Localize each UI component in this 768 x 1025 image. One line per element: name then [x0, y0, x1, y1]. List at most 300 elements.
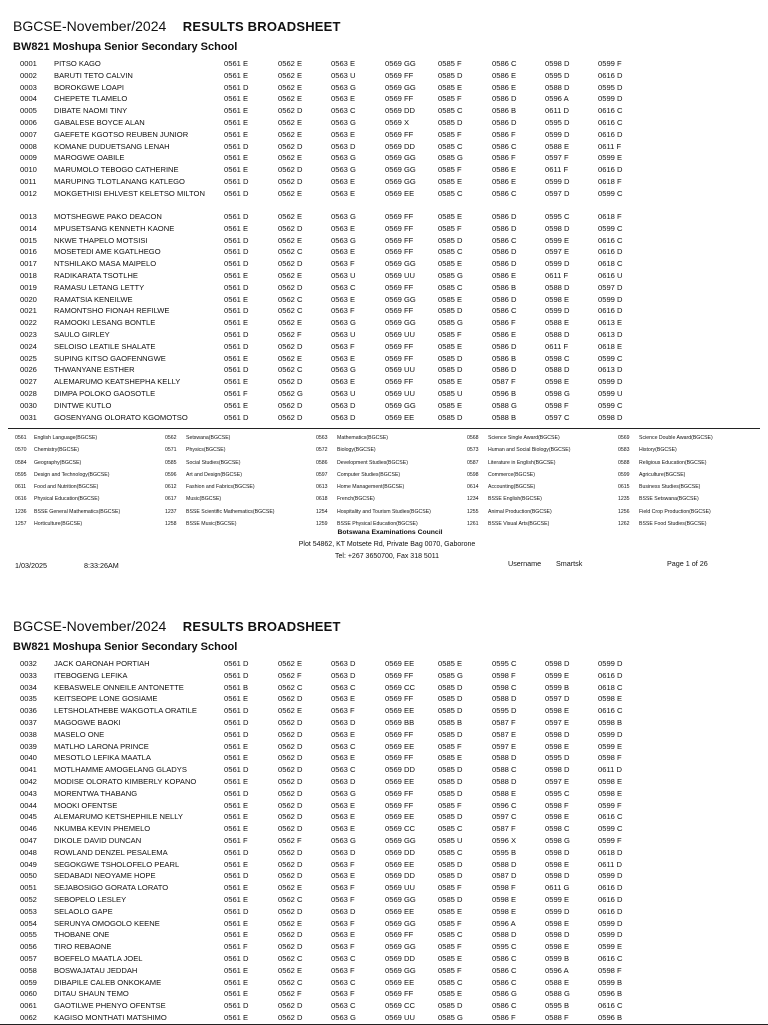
subject-grade: 0563 G — [331, 82, 356, 92]
subject-grade: 0569 CC — [385, 1001, 415, 1011]
subject-grade: 0599 F — [598, 59, 622, 68]
subject-code: 0613 — [316, 484, 328, 491]
subject-code: 0568 — [467, 435, 479, 441]
table-row — [0, 1000, 768, 1012]
subject-grade: 0569 DD — [385, 765, 415, 775]
candidate-number: 0032 — [20, 659, 37, 668]
subject-grade: 0562 E — [278, 353, 303, 363]
subject-grade: 0599 D — [545, 306, 570, 316]
candidate-name: DIKOLE DAVID DUNCAN — [54, 835, 142, 845]
table-row — [0, 658, 768, 670]
candidate-name: RAMOOKI LESANG BONTLE — [54, 318, 156, 328]
subject-grade: 0561 D — [224, 341, 249, 351]
candidate-number: 0054 — [20, 918, 37, 928]
candidate-name: BARUTI TETO CALVIN — [54, 70, 133, 80]
table-row — [0, 764, 768, 776]
subject-grade: 0588 D — [492, 776, 517, 786]
candidate-name: KOMANE DUDUETSANG LENAH — [54, 141, 170, 151]
subject-grade: 0598 G — [545, 388, 570, 398]
subject-grade: 0562 D — [278, 341, 303, 351]
subject-grade: 0616 U — [598, 270, 623, 280]
subject-grade: 0569 GG — [385, 176, 416, 186]
subject-grade: 0561 D — [224, 412, 249, 422]
candidate-number: 0026 — [20, 365, 37, 375]
subject-grade: 0598 C — [545, 353, 570, 363]
candidate-name: RADIKARATA TSOTLHE — [54, 270, 138, 280]
subject-grade: 0561 D — [224, 847, 249, 857]
subject-grade: 0563 E — [331, 824, 356, 834]
subject-grade: 0561 D — [224, 706, 249, 716]
candidate-name: NTSHILAKO MASA MAIPELO — [54, 259, 157, 269]
subject-grade: 0618 C — [598, 259, 623, 269]
candidate-number: 0061 — [20, 1001, 37, 1011]
subject-grade: 0598 C — [492, 682, 517, 692]
subject-grade: 0595 D — [545, 117, 570, 127]
candidate-name: ALEMARUMO KETSHEPHILE NELLY — [54, 812, 183, 822]
subject-grade: 0563 C — [331, 682, 356, 692]
subject-grade: 0562 E — [278, 965, 303, 975]
subject-grade: 0562 E — [278, 883, 303, 893]
table-row — [0, 305, 768, 317]
candidate-name: TIRO REBAONE — [54, 942, 112, 952]
subject-grade: 0563 G — [331, 211, 356, 221]
subject-code: 0584 — [15, 459, 27, 466]
subject-grade: 0616 D — [598, 306, 623, 316]
subject-grade: 0599 E — [545, 670, 570, 680]
subject-grade: 0561 E — [224, 859, 249, 869]
subject-grade: 0596 B — [598, 989, 623, 999]
subject-grade: 0563 U — [331, 388, 356, 398]
subject-code: 0561 — [15, 435, 27, 441]
subject-grade: 0561 E — [224, 918, 249, 928]
subject-grade: 0611 F — [545, 165, 569, 175]
table-row — [0, 388, 768, 400]
subject-code: 0573 — [467, 447, 479, 454]
subject-grade: 0561 E — [224, 965, 249, 975]
table-row — [0, 741, 768, 753]
candidate-number: 0053 — [20, 906, 37, 916]
subject-grade: 0561 F — [224, 942, 248, 952]
subject-grade: 0586 B — [492, 106, 517, 116]
candidate-number: 0003 — [20, 82, 37, 92]
subject-grade: 0561 D — [224, 188, 249, 198]
subject-grade: 0613 D — [598, 365, 623, 375]
subject-grade: 0563 F — [331, 341, 355, 351]
table-row — [0, 329, 768, 341]
subject-grade: 0586 C — [492, 306, 517, 316]
subject-grade: 0618 C — [598, 682, 623, 692]
subject-grade: 0563 F — [331, 883, 355, 893]
subject-grade: 0561 D — [224, 282, 249, 292]
subject-grade: 0586 E — [492, 165, 517, 175]
subject-grade: 0561 D — [224, 906, 249, 916]
subject-grade: 0563 E — [331, 694, 356, 704]
subject-name: Science Single Award(BGCSE) — [488, 435, 560, 441]
page-header — [13, 18, 341, 36]
subject-grade: 0569 FF — [385, 94, 414, 104]
subject-grade: 0569 FF — [385, 694, 414, 704]
table-row — [0, 977, 768, 989]
candidate-name: MOTLHAMME AMOGELANG GLADYS — [54, 765, 187, 775]
subject-grade: 0585 G — [438, 270, 463, 280]
subject-grade: 0569 EE — [385, 776, 415, 786]
footer-username: Smartsk — [556, 559, 583, 568]
subject-grade: 0569 FF — [385, 670, 414, 680]
subject-grade: 0588 D — [492, 859, 517, 869]
subject-grade: 0616 C — [598, 706, 623, 716]
subject-grade: 0599 C — [598, 400, 623, 410]
subject-grade: 0562 E — [278, 659, 303, 668]
subject-grade: 0585 E — [438, 259, 463, 269]
table-row — [0, 400, 768, 412]
subject-grade: 0563 E — [331, 247, 356, 257]
subject-grade: 0596 A — [545, 965, 569, 975]
table-row — [0, 823, 768, 835]
subject-name: Physics(BGCSE) — [186, 447, 226, 454]
subject-grade: 0585 D — [438, 1001, 463, 1011]
subject-grade: 0561 D — [224, 953, 249, 963]
subject-grade: 0588 G — [545, 989, 570, 999]
candidate-number: 0031 — [20, 412, 37, 422]
table-row — [0, 906, 768, 918]
subject-grade: 0599 E — [545, 235, 570, 245]
subject-grade: 0595 C — [545, 211, 570, 221]
subject-grade: 0569 DD — [385, 141, 415, 151]
subject-grade: 0569 FF — [385, 353, 414, 363]
subject-grade: 0585 E — [438, 989, 463, 999]
subject-grade: 0599 F — [598, 800, 622, 810]
candidate-number: 0019 — [20, 282, 37, 292]
subject-grade: 0562 D — [278, 282, 303, 292]
subject-grade: 0563 U — [331, 70, 356, 80]
legend-row — [0, 493, 768, 505]
subject-grade: 0588 D — [545, 329, 570, 339]
candidate-number: 0036 — [20, 706, 37, 716]
candidate-name: MASELO ONE — [54, 729, 105, 739]
subject-grade: 0562 D — [278, 906, 303, 916]
subject-grade: 0562 D — [278, 259, 303, 269]
subject-grade: 0595 D — [492, 706, 517, 716]
subject-grade: 0588 G — [492, 400, 517, 410]
subject-grade: 0561 D — [224, 765, 249, 775]
table-row — [0, 353, 768, 365]
subject-grade: 0569 UU — [385, 365, 415, 375]
subject-grade: 0616 C — [598, 953, 623, 963]
subject-grade: 0599 D — [598, 930, 623, 940]
candidate-number: 0027 — [20, 377, 37, 387]
candidate-name: MOOKI OFENTSE — [54, 800, 118, 810]
subject-grade: 0585 F — [438, 800, 462, 810]
subject-code: 0614 — [467, 484, 479, 491]
subject-name: Agriculture(BGCSE) — [639, 471, 686, 478]
subject-grade: 0599 D — [598, 729, 623, 739]
subject-code: 0611 — [15, 484, 27, 491]
subject-name: Physical Education(BGCSE) — [34, 496, 100, 503]
subject-grade: 0599 D — [545, 176, 570, 186]
candidate-number: 0059 — [20, 977, 37, 987]
subject-grade: 0563 E — [331, 729, 356, 739]
candidate-number: 0004 — [20, 94, 37, 104]
candidate-number: 0001 — [20, 59, 37, 68]
subject-code: 0617 — [165, 496, 177, 503]
subject-grade: 0563 G — [331, 318, 356, 328]
subject-grade: 0586 B — [492, 353, 517, 363]
subject-grade: 0562 E — [278, 318, 303, 328]
footer-address: Plot 54862, KT Motsete Rd, Private Bag 0070, Gaborone — [298, 541, 476, 548]
subject-grade: 0569 EE — [385, 188, 415, 198]
subject-grade: 0586 D — [492, 294, 517, 304]
subject-code: 0588 — [618, 459, 630, 466]
candidate-name: BOROKGWE LOAPI — [54, 82, 125, 92]
footer-date: 1/03/2025 — [15, 561, 47, 570]
subject-grade: 0562 D — [278, 729, 303, 739]
subject-grade: 0598 E — [598, 694, 623, 704]
subject-grade: 0561 D — [224, 729, 249, 739]
subject-grade: 0569 UU — [385, 1012, 415, 1022]
subject-grade: 0562 D — [278, 776, 303, 786]
table-row — [0, 918, 768, 930]
candidate-number: 0014 — [20, 223, 37, 233]
subject-grade: 0585 D — [438, 729, 463, 739]
legend-row — [0, 469, 768, 481]
subject-grade: 0561 D — [224, 670, 249, 680]
subject-grade: 0586 D — [492, 211, 517, 221]
subject-grade: 0599 E — [598, 153, 623, 163]
subject-name: Music(BGCSE) — [186, 496, 222, 503]
candidate-number: 0021 — [20, 306, 37, 316]
subject-grade: 0569 DD — [385, 871, 415, 881]
subject-name: Field Crop Production(BGCSE) — [639, 508, 711, 515]
subject-grade: 0562 E — [278, 235, 303, 245]
subject-grade: 0562 C — [278, 306, 303, 316]
subject-grade: 0569 FF — [385, 377, 414, 387]
report-title: RESULTS BROADSHEET — [182, 619, 341, 634]
candidate-name: DINTWE KUTLO — [54, 400, 112, 410]
subject-grade: 0561 D — [224, 82, 249, 92]
subject-grade: 0562 D — [278, 377, 303, 387]
subject-grade: 0561 E — [224, 800, 249, 810]
subject-grade: 0595 C — [492, 942, 517, 952]
subject-grade: 0585 D — [438, 365, 463, 375]
subject-grade: 0585 D — [438, 412, 463, 422]
candidate-number: 0051 — [20, 883, 37, 893]
candidate-name: BOEFELO MAATLA JOEL — [54, 953, 143, 963]
subject-name: Chemistry(BGCSE) — [34, 447, 79, 454]
table-row — [0, 58, 768, 70]
subject-grade: 0562 E — [278, 82, 303, 92]
table-row — [0, 705, 768, 717]
subject-grade: 0561 D — [224, 176, 249, 186]
subject-grade: 0569 DD — [385, 953, 415, 963]
table-row — [0, 965, 768, 977]
candidate-number: 0012 — [20, 188, 37, 198]
subject-grade: 0563 E — [331, 176, 356, 186]
table-row — [0, 929, 768, 941]
subject-grade: 0569 GG — [385, 894, 416, 904]
table-row — [0, 152, 768, 164]
subject-grade: 0562 D — [278, 223, 303, 233]
subject-name: Setswana(BGCSE) — [186, 435, 231, 441]
subject-grade: 0595 D — [545, 753, 570, 763]
subject-grade: 0586 C — [492, 188, 517, 198]
subject-grade: 0616 C — [598, 106, 623, 116]
candidate-name: MORENTWA THABANG — [54, 788, 138, 798]
subject-grade: 0616 D — [598, 165, 623, 175]
subject-grade: 0599 F — [598, 835, 622, 845]
candidate-name: ALEMARUMO KEATSHEPHA KELLY — [54, 377, 181, 387]
subject-grade: 0598 D — [545, 659, 570, 668]
subject-grade: 0562 E — [278, 94, 303, 104]
results-table — [0, 658, 768, 1024]
subject-code: 0569 — [618, 435, 630, 441]
subject-grade: 0588 D — [545, 365, 570, 375]
subject-grade: 0562 D — [278, 788, 303, 798]
subject-grade: 0561 D — [224, 717, 249, 727]
subject-name: Horticulture(BGCSE) — [34, 521, 83, 528]
subject-name: History(BGCSE) — [639, 447, 677, 454]
subject-grade: 0585 F — [438, 741, 462, 751]
subject-grade: 0569 EE — [385, 412, 415, 422]
legend-row — [0, 444, 768, 456]
subject-grade: 0562 E — [278, 211, 303, 221]
candidate-name: SELAOLO GAPE — [54, 906, 113, 916]
candidate-name: GAOTILWE PHENYO OFENTSE — [54, 1001, 166, 1011]
subject-grade: 0569 EE — [385, 859, 415, 869]
subject-grade: 0598 D — [545, 59, 570, 68]
subject-name: Fashion and Fabrics(BGCSE) — [186, 484, 255, 491]
subject-grade: 0561 D — [224, 365, 249, 375]
subject-grade: 0563 E — [331, 812, 356, 822]
subject-grade: 0585 D — [438, 235, 463, 245]
subject-code: 0612 — [165, 484, 177, 491]
subject-grade: 0599 E — [598, 942, 623, 952]
subject-grade: 0586 E — [492, 270, 517, 280]
subject-grade: 0585 B — [438, 717, 463, 727]
subject-grade: 0599 B — [545, 953, 570, 963]
subject-grade: 0569 FF — [385, 930, 414, 940]
table-row — [0, 682, 768, 694]
subject-grade: 0561 E — [224, 165, 249, 175]
candidate-number: 0034 — [20, 682, 37, 692]
subject-grade: 0596 B — [492, 388, 517, 398]
table-row — [0, 364, 768, 376]
subject-grade: 0561 E — [224, 989, 249, 999]
subject-grade: 0586 E — [492, 329, 517, 339]
subject-grade: 0586 F — [492, 318, 516, 328]
candidate-number: 0060 — [20, 989, 37, 999]
candidate-name: SUPING KITSO GAOFENNGWE — [54, 353, 166, 363]
subject-code: 1258 — [165, 521, 177, 528]
candidate-name: ITEBOGENG LEFIKA — [54, 670, 128, 680]
subject-grade: 0595 D — [598, 82, 623, 92]
subject-grade: 0569 EE — [385, 906, 415, 916]
subject-grade: 0562 D — [278, 824, 303, 834]
subject-grade: 0562 E — [278, 129, 303, 139]
subject-grade: 0599 D — [598, 377, 623, 387]
subject-grade: 0569 GG — [385, 294, 416, 304]
subject-grade: 0563 C — [331, 765, 356, 775]
candidate-number: 0022 — [20, 318, 37, 328]
subject-grade: 0585 C — [438, 282, 463, 292]
subject-grade: 0569 FF — [385, 282, 414, 292]
subject-grade: 0563 C — [331, 282, 356, 292]
subject-grade: 0563 F — [331, 942, 355, 952]
subject-grade: 0598 E — [545, 377, 570, 387]
subject-grade: 0569 CC — [385, 682, 415, 692]
subject-grade: 0586 D — [492, 117, 517, 127]
table-row — [0, 847, 768, 859]
candidate-number: 0046 — [20, 824, 37, 834]
subject-grade: 0569 FF — [385, 70, 414, 80]
subject-grade: 0596 B — [598, 1012, 623, 1022]
table-row — [0, 82, 768, 94]
subject-grade: 0561 E — [224, 894, 249, 904]
candidate-name: DITAU SHAUN TEMO — [54, 989, 129, 999]
subject-grade: 0563 E — [331, 94, 356, 104]
candidate-number: 0005 — [20, 106, 37, 116]
candidate-number: 0039 — [20, 741, 37, 751]
subject-grade: 0613 E — [598, 318, 623, 328]
exam-session: BGCSE-November/2024 — [13, 618, 167, 634]
candidate-number: 0058 — [20, 965, 37, 975]
subject-grade: 0563 E — [331, 223, 356, 233]
subject-grade: 0586 E — [492, 176, 517, 186]
subject-grade: 0599 D — [598, 918, 623, 928]
candidate-name: SEGOKGWE TSHOLOFELO PEARL — [54, 859, 180, 869]
candidate-number: 0013 — [20, 211, 37, 221]
table-row — [0, 164, 768, 176]
subject-grade: 0569 EE — [385, 812, 415, 822]
subject-grade: 0561 E — [224, 883, 249, 893]
legend-row — [0, 432, 768, 444]
subject-grade: 0585 E — [438, 341, 463, 351]
subject-grade: 0563 F — [331, 894, 355, 904]
subject-grade: 0569 FF — [385, 800, 414, 810]
subject-grade: 0597 C — [545, 412, 570, 422]
subject-grade: 0597 D — [598, 282, 623, 292]
subject-grade: 0561 E — [224, 977, 249, 987]
subject-grade: 0562 D — [278, 871, 303, 881]
subject-grade: 0585 E — [438, 659, 463, 668]
subject-grade: 0588 E — [545, 977, 570, 987]
candidate-number: 0020 — [20, 294, 37, 304]
subject-grade: 0616 D — [598, 670, 623, 680]
candidate-number: 0055 — [20, 930, 37, 940]
subject-name: Home Management(BGCSE) — [337, 484, 405, 491]
table-row — [0, 223, 768, 235]
table-row — [0, 176, 768, 188]
subject-grade: 0585 D — [438, 70, 463, 80]
subject-grade: 0596 A — [492, 918, 516, 928]
subject-name: Commerce(BGCSE) — [488, 471, 535, 478]
candidate-name: KEBASWELE ONNEILE ANTONETTE — [54, 682, 184, 692]
candidate-name: ROWLAND DENZEL PESALEMA — [54, 847, 168, 857]
candidate-number: 0038 — [20, 729, 37, 739]
table-row — [0, 693, 768, 705]
subject-grade: 0585 E — [438, 377, 463, 387]
subject-grade: 0588 F — [545, 1012, 569, 1022]
subject-grade: 0561 E — [224, 153, 249, 163]
subject-grade: 0562 D — [278, 694, 303, 704]
divider — [8, 428, 760, 429]
subject-grade: 0562 D — [278, 176, 303, 186]
subject-name: BSSE Music(BGCSE) — [186, 521, 237, 528]
subject-grade: 0586 D — [492, 94, 517, 104]
subject-grade: 0588 D — [492, 753, 517, 763]
subject-grade: 0618 E — [598, 341, 623, 351]
subject-grade: 0563 G — [331, 835, 356, 845]
subject-grade: 0613 D — [598, 329, 623, 339]
